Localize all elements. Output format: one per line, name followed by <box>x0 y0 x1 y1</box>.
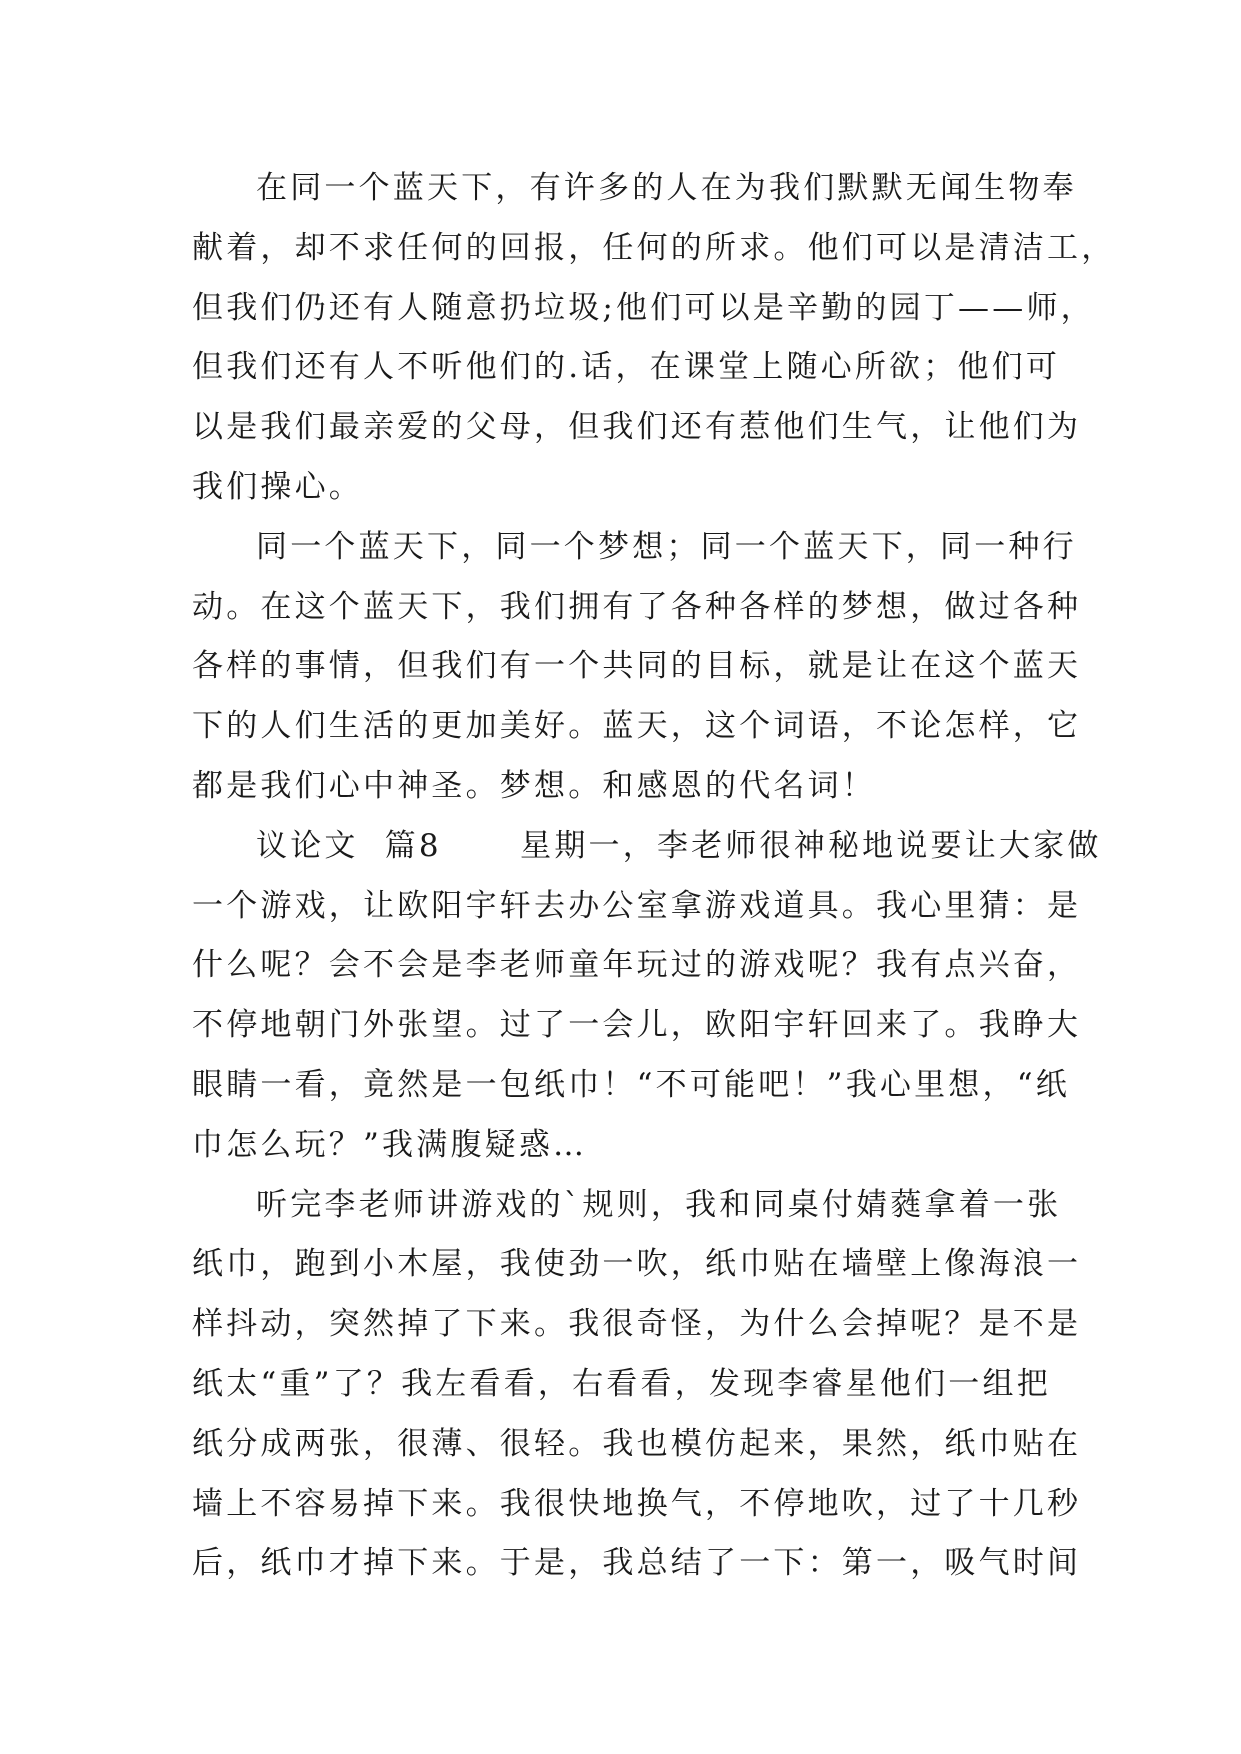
paragraph-line: 但我们仍还有人随意扔垃圾;他们可以是辛勤的园丁——师， <box>192 289 1095 326</box>
paragraph-line: 都是我们心中神圣。梦想。和感恩的代名词！ <box>192 767 876 804</box>
paragraph-line: 不停地朝门外张望。过了一会儿，欧阳宇轩回来了。我睁大 <box>192 1007 1082 1044</box>
paragraph-line: 纸分成两张，很薄、很轻。我也模仿起来，果然，纸巾贴在 <box>192 1425 1082 1462</box>
paragraph-line: 眼睛一看，竟然是一包纸巾！“不可能吧！”我心里想，“纸 <box>192 1066 1070 1103</box>
paragraph-line: 动。在这个蓝天下，我们拥有了各种各样的梦想，做过各种 <box>192 588 1082 625</box>
paragraph-line: 巾怎么玩？”我满腹疑惑… <box>192 1126 588 1163</box>
paragraph-line: 同一个蓝天下，同一个梦想；同一个蓝天下，同一种行 <box>256 528 1077 565</box>
paragraph-line: 我们操心。 <box>192 468 363 505</box>
section-heading-line: 议论文 篇8 星期一，李老师很神秘地说要让大家做 <box>256 827 1102 864</box>
paragraph-line: 在同一个蓝天下，有许多的人在为我们默默无闻生物奉 <box>256 170 1077 206</box>
paragraph-line: 墙上不容易掉下来。我很快地换气，不停地吹，过了十几秒 <box>192 1485 1082 1522</box>
paragraph-line: 后，纸巾才掉下来。于是，我总结了一下：第一，吸气时间 <box>192 1545 1082 1582</box>
paragraph-line: 献着，却不求任何的回报，任何的所求。他们可以是清洁工， <box>192 229 1116 266</box>
paragraph-line: 纸太“重”了？我左看看，右看看，发现李睿星他们一组把 <box>192 1365 1051 1402</box>
paragraph-line: 下的人们生活的更加美好。蓝天，这个词语，不论怎样，它 <box>192 708 1082 745</box>
paragraph-line: 以是我们最亲爱的父母，但我们还有惹他们生气，让他们为 <box>192 409 1082 446</box>
paragraph-line: 各样的事情，但我们有一个共同的目标，就是让在这个蓝天 <box>192 648 1082 685</box>
paragraph-line: 一个游戏，让欧阳宇轩去办公室拿游戏道具。我心里猜：是 <box>192 887 1082 924</box>
paragraph-line: 什么呢？会不会是李老师童年玩过的游戏呢？我有点兴奋， <box>192 947 1082 984</box>
paragraph-line: 听完李老师讲游戏的`规则，我和同桌付婧蕤拿着一张 <box>256 1186 1062 1223</box>
paragraph-line: 样抖动，突然掉了下来。我很奇怪，为什么会掉呢？是不是 <box>192 1306 1082 1343</box>
document-body <box>192 159 1116 1594</box>
paragraph-line: 但我们还有人不听他们的.话，在课堂上随心所欲；他们可 <box>192 349 1061 386</box>
paragraph-line: 纸巾，跑到小木屋，我使劲一吹，纸巾贴在墙壁上像海浪一 <box>192 1246 1082 1283</box>
